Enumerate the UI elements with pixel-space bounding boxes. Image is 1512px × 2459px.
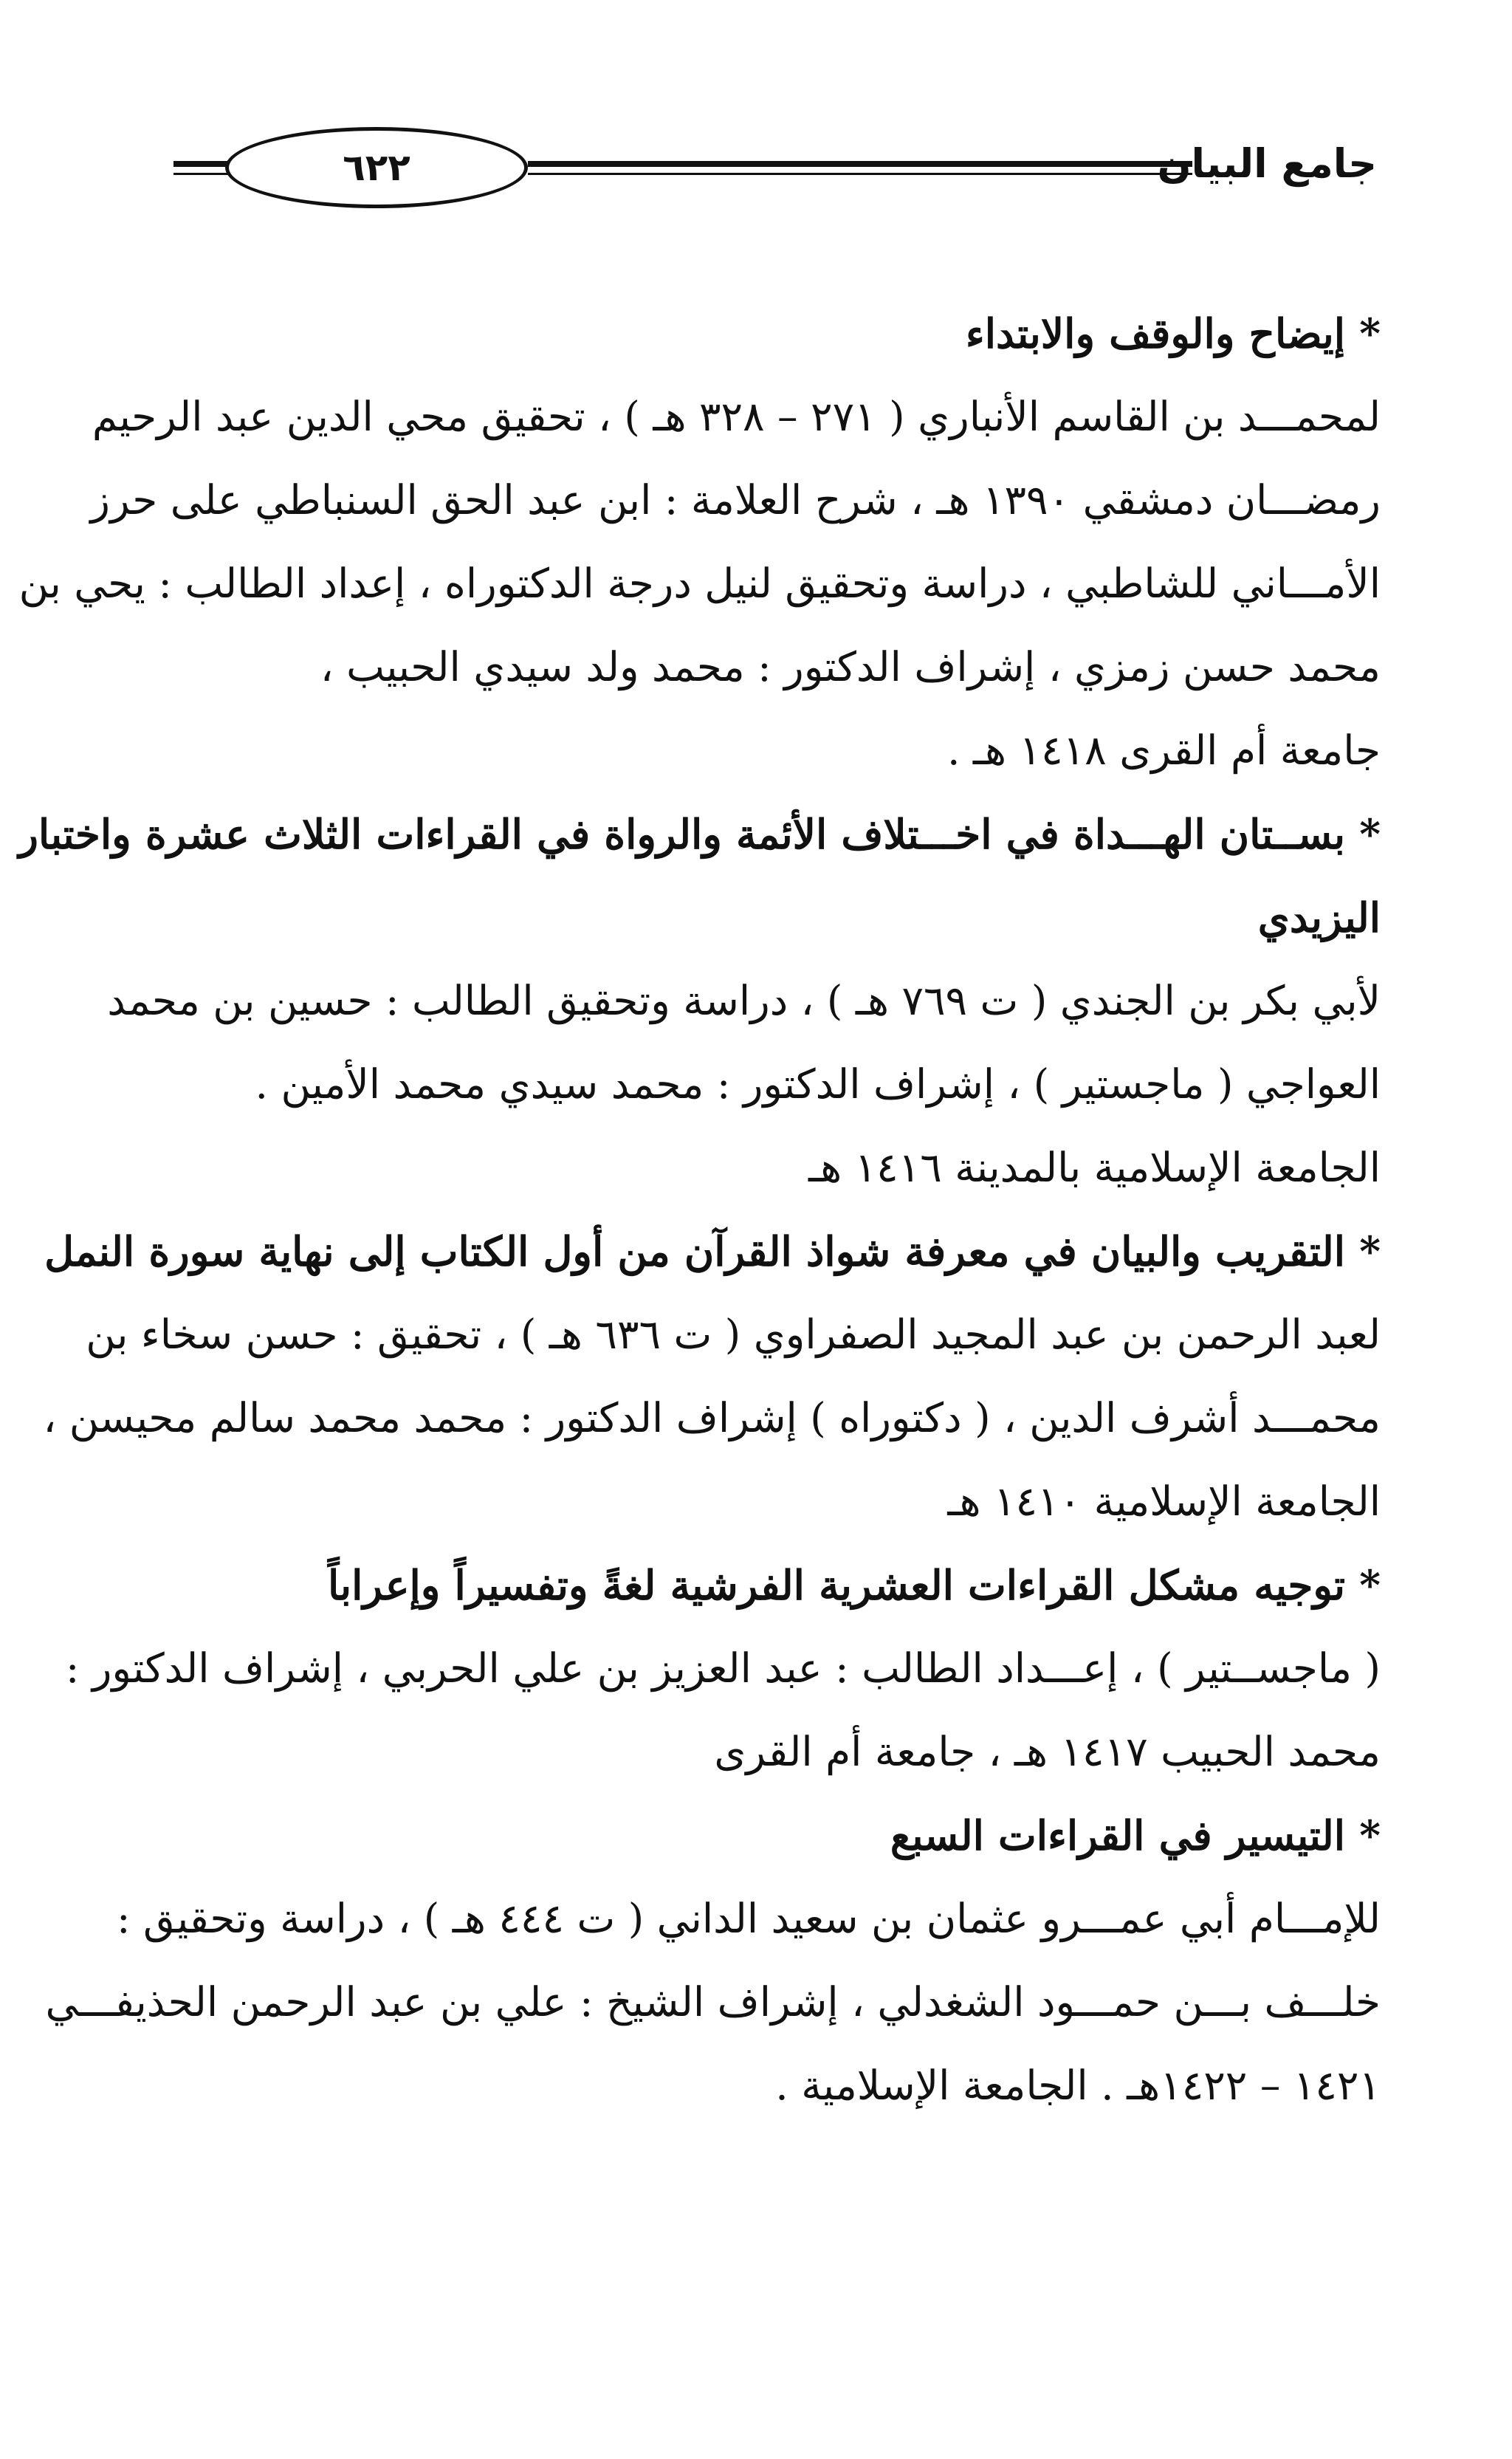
page-number-badge xyxy=(225,127,528,208)
entry-line: رمضـــان دمشقي ١٣٩٠ هـ ، شرح العلامة : ابن عبد الحق السنباطي على حرز xyxy=(90,476,1381,524)
entry-line: محمد الحبيب ١٤١٧ هـ ، جامعة أم القرى xyxy=(714,1728,1381,1775)
entry-line: ( ماجســتير ) ، إعـــداد الطالب : عبد العزيز بن علي الحربي ، إشراف الدكتور : xyxy=(65,1645,1381,1692)
entry-title: * التيسير في القراءات السبع xyxy=(890,1811,1381,1859)
entry-line: محمد حسن زمزي ، إشراف الدكتور : محمد ولد سيدي الحبيب ، xyxy=(320,643,1381,690)
page-body xyxy=(18,292,1381,2127)
entry-title: * التقريب والبيان في معرفة شواذ القرآن من أول الكتاب إلى نهاية سورة النمل xyxy=(44,1227,1381,1275)
entry-line: لعبد الرحمن بن عبد المجيد الصفراوي ( ت ٦٣٦ هـ ) ، تحقيق : حسن سخاء بن xyxy=(86,1311,1381,1358)
entry-line: لمحمـــد بن القاسم الأنباري ( ٢٧١ – ٣٢٨ هـ ) ، تحقيق محي الدين عبد الرحيم xyxy=(92,393,1381,440)
entry-title: * توجيه مشكل القراءات العشرية الفرشية لغةً وتفسيراً وإعراباً xyxy=(328,1561,1381,1609)
header-rule xyxy=(528,161,1192,167)
entry-line: خلـــف بـــن حمـــود الشغدلي ، إشراف الشيخ : علي بن عبد الرحمن الحذيفـــي xyxy=(45,1978,1381,2026)
entry-line: الجامعة الإسلامية ١٤١٠ هـ xyxy=(947,1478,1381,1525)
page-number: ٦٢٢ xyxy=(343,146,410,189)
entry-title: * إيضاح والوقف والابتداء xyxy=(965,309,1381,357)
page-header xyxy=(173,127,1377,216)
entry-line: ١٤٢١ – ١٤٢٢هـ . الجامعة الإسلامية . xyxy=(775,2062,1381,2109)
entry-line: الجامعة الإسلامية بالمدينة ١٤١٦ هـ xyxy=(808,1144,1381,1191)
book-title: جامع البيان xyxy=(1157,140,1377,187)
header-rule xyxy=(528,173,1192,175)
entry-title-continuation: اليزيدي xyxy=(1257,894,1381,942)
header-rule xyxy=(173,173,229,175)
entry-line: الأمـــاني للشاطبي ، دراسة وتحقيق لنيل درجة الدكتوراه ، إعداد الطالب : يحي بن xyxy=(18,560,1381,607)
header-rule xyxy=(173,161,229,167)
entry-line: العواجي ( ماجستير ) ، إشراف الدكتور : محمد سيدي محمد الأمين . xyxy=(255,1060,1381,1108)
entry-title: * بســتان الهـــداة في اخـــتلاف الأئمة والرواة في القراءات الثلاث عشرة واختبار xyxy=(18,810,1381,858)
entry-line: جامعة أم القرى ١٤١٨ هـ . xyxy=(946,727,1381,774)
entry-line: لأبي بكر بن الجندي ( ت ٧٦٩ هـ ) ، دراسة وتحقيق الطالب : حسين بن محمد xyxy=(107,977,1381,1024)
entry-line: للإمـــام أبي عمـــرو عثمان بن سعيد الداني ( ت ٤٤٤ هـ ) ، دراسة وتحقيق : xyxy=(117,1895,1381,1942)
entry-line: محمـــد أشرف الدين ، ( دكتوراه ) إشراف الدكتور : محمد محمد سالم محيسن ، xyxy=(43,1394,1381,1441)
